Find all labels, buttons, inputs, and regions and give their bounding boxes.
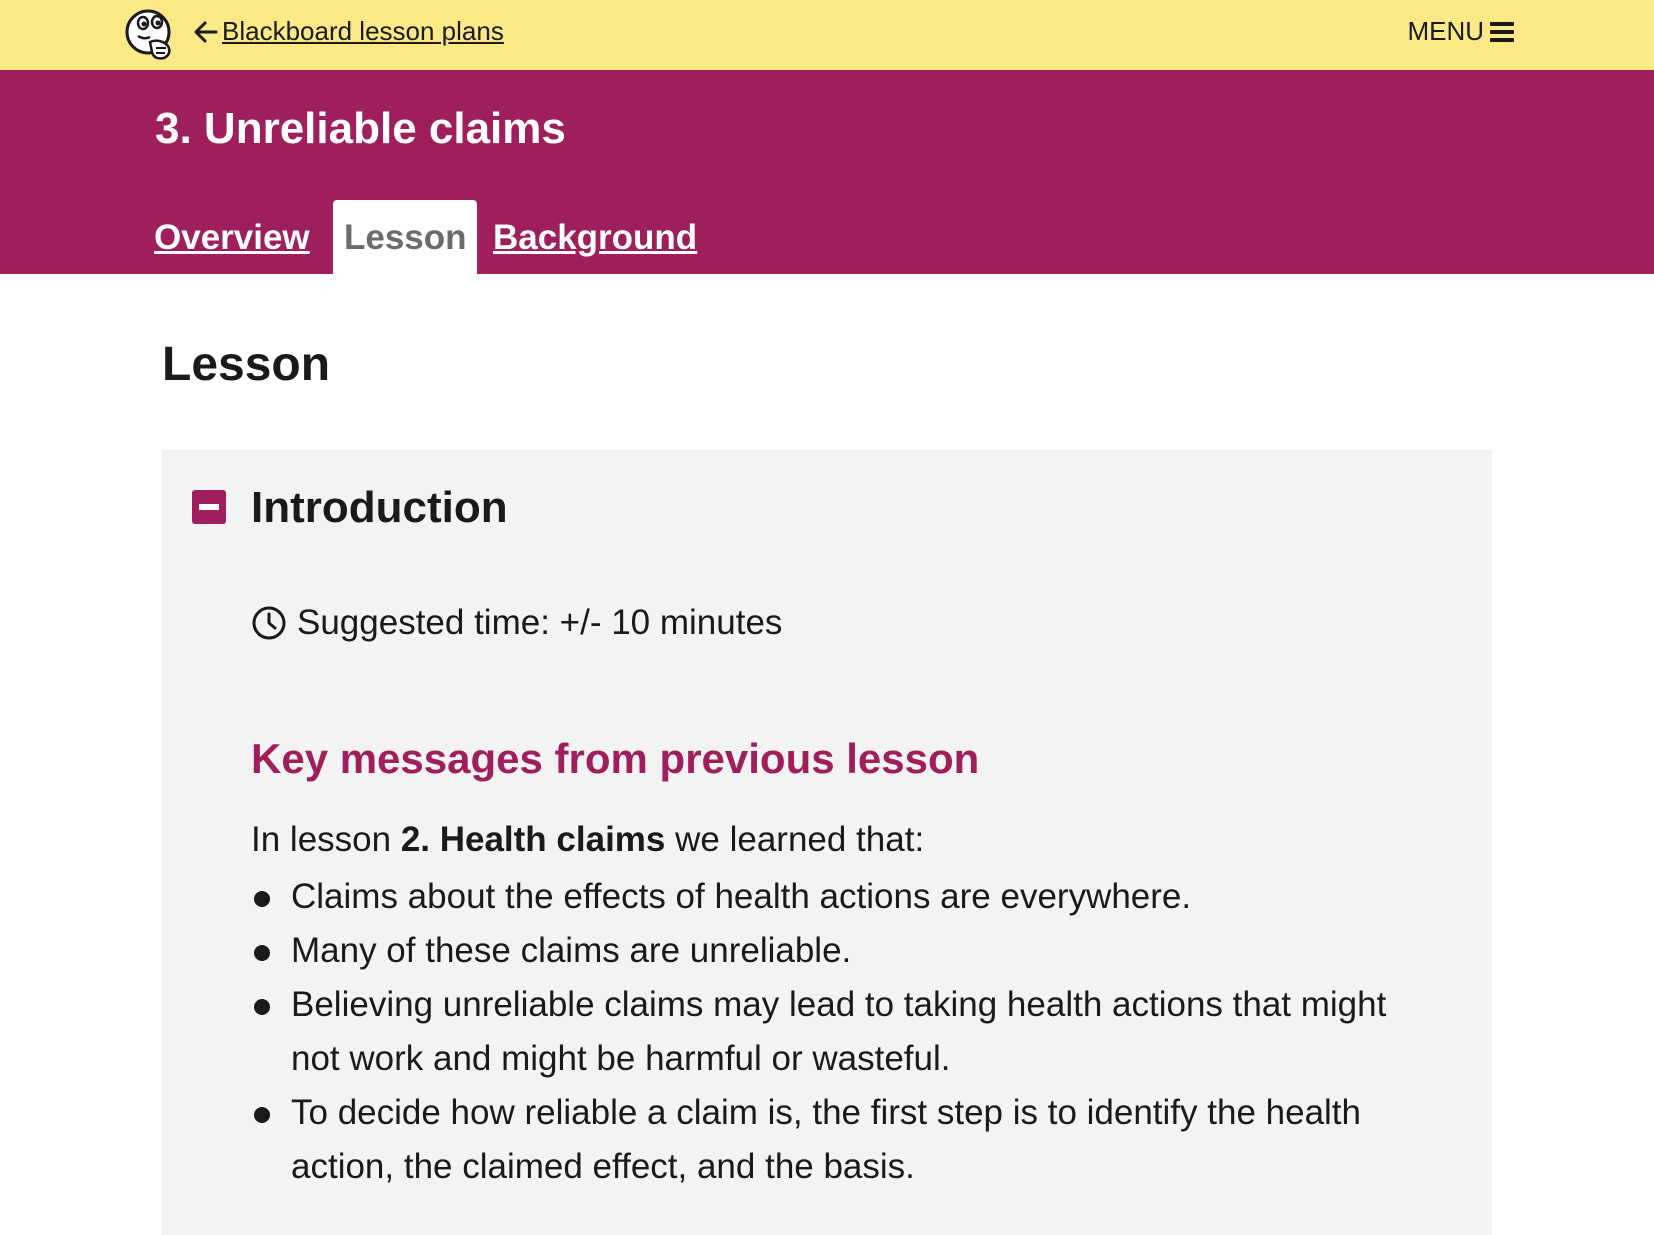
tab-overview[interactable]: Overview (154, 218, 310, 257)
hamburger-icon (1490, 21, 1514, 43)
key-messages-heading: Key messages from previous lesson (251, 735, 980, 782)
intro-prefix: In lesson (251, 820, 401, 859)
back-to-lesson-plans-link[interactable] (192, 16, 504, 47)
intro-lesson-name: 2. Health claims (400, 820, 666, 859)
list-item: Believing unreliable claims may lead to taking health actions that might not work and might be harmful or wasteful. (251, 978, 1401, 1086)
thinking-face-icon[interactable] (124, 6, 176, 62)
intro-text (251, 820, 924, 860)
page-title: 3. Unreliable claims (155, 104, 566, 153)
list-item: Claims about the effects of health actions are everywhere. (251, 870, 1401, 924)
panel-title: Introduction (251, 483, 508, 532)
list-item: Many of these claims are unreliable. (251, 924, 1401, 978)
suggested-time-text: Suggested time: +/- 10 minutes (297, 603, 783, 642)
introduction-panel (162, 450, 1492, 1235)
list-item: To decide how reliable a claim is, the first step is to identify the health action, the claimed effect, and the basis. (251, 1086, 1401, 1194)
arrow-left-icon (192, 19, 218, 45)
minus-square-icon[interactable] (192, 490, 226, 524)
suggested-time (251, 603, 782, 643)
section-heading: Lesson (162, 338, 331, 391)
back-link-label: Blackboard lesson plans (222, 16, 504, 46)
menu-label: MENU (1407, 16, 1484, 46)
key-messages-list (251, 870, 1401, 1194)
top-bar (0, 0, 1654, 70)
lesson-header (0, 70, 1654, 274)
tab-lesson[interactable]: Lesson (333, 200, 477, 274)
menu-button[interactable] (1407, 16, 1514, 47)
clock-icon (251, 605, 287, 641)
intro-suffix: we learned that: (665, 820, 925, 859)
tab-background[interactable]: Background (493, 218, 698, 257)
